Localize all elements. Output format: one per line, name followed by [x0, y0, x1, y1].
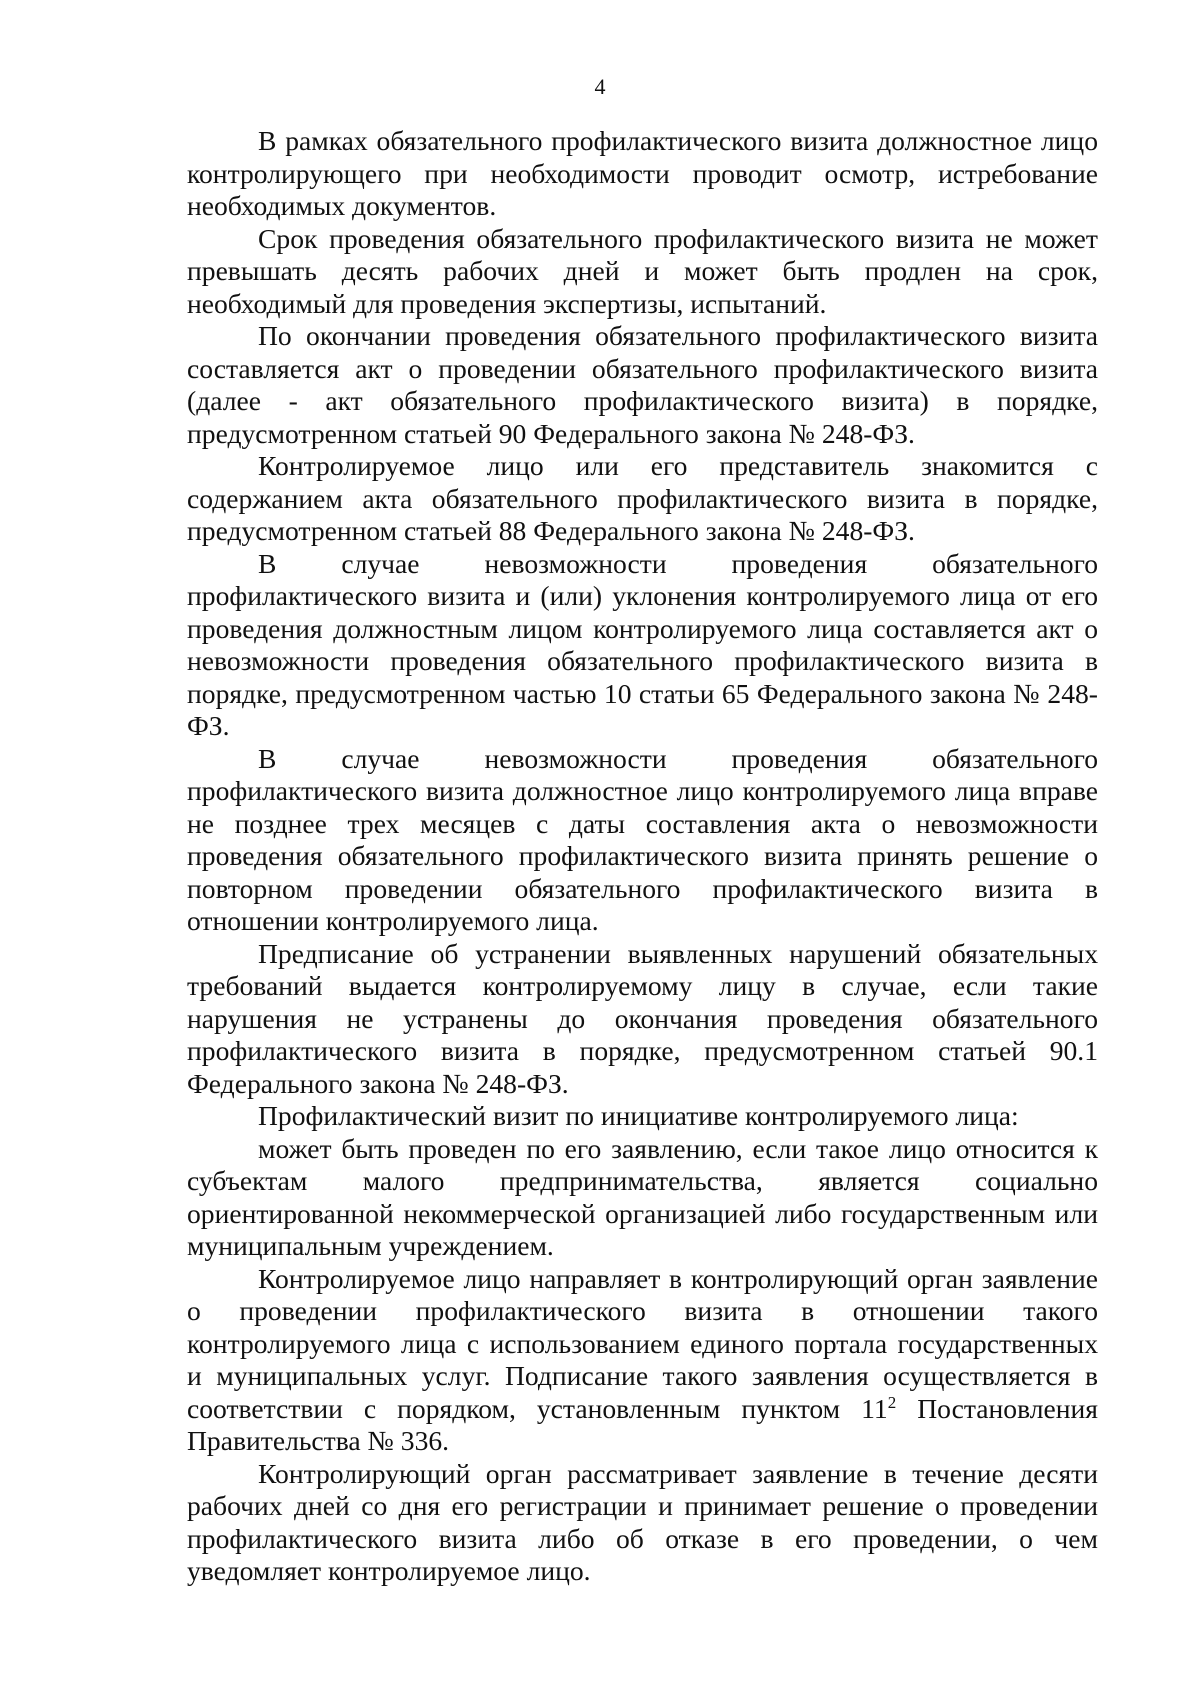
page-number: 4: [594, 74, 606, 99]
paragraph: В случае невозможности проведения обязательного профилактического визита должностное лицо контролируемого лица вправе не позднее трех месяцев с даты составления акта о невозможности проведения обязательного профилактического визита принять решение о повторном проведении обязательного профилактического визита в отношении контролируемого лица.: [187, 742, 1098, 936]
paragraph: Профилактический визит по инициативе контролируемого лица:: [258, 1100, 1019, 1131]
paragraph: Срок проведения обязательного профилактического визита не может превышать десять рабочих дней и может быть продлен на срок, необходимый для проведения экспертизы, испытаний.: [187, 222, 1098, 319]
paragraph-text: Контролируемое лицо направляет в контролирующий орган заявление о проведении профилактического визита в отношении такого контролируемого лица с использованием единого портала государственных и муниципальных услуг. Подписание такого заявления осуществляется в соответствии с порядком, установленным пунктом 11: [187, 1262, 1098, 1424]
paragraph: Контролирующий орган рассматривает заявление в течение десяти рабочих дней со дня его регистрации и принимает решение о проведении профилактического визита либо об отказе в его проведении, о чем уведомляет контролируемое лицо.: [187, 1457, 1098, 1586]
paragraph-with-footnote: [187, 1263, 1098, 1458]
paragraph-text: Постановления Правительства № 336.: [187, 1392, 1098, 1456]
paragraph: В случае невозможности проведения обязательного профилактического визита и (или) уклонения контролируемого лица от его проведения должностным лицом контролируемого лица составляется акт о невозможности проведения обязательного профилактического визита в порядке, предусмотренном частью 10 статьи 65 Федерального закона № 248-ФЗ.: [187, 547, 1098, 741]
document-body: [187, 125, 1098, 1588]
paragraph: В рамках обязательного профилактического визита должностное лицо контролирующего при необходимости проводит осмотр, истребование необходимых документов.: [187, 125, 1098, 221]
paragraph: Контролируемое лицо или его представитель знакомится с содержанием акта обязательного профилактического визита в порядке, предусмотренном статьей 88 Федерального закона № 248-ФЗ.: [187, 450, 1098, 546]
paragraph: может быть проведен по его заявлению, если такое лицо относится к субъектам малого предпринимательства, является социально ориентированной некоммерческой организацией либо государственным или муниципальным учреждением.: [187, 1132, 1098, 1261]
paragraph: По окончании проведения обязательного профилактического визита составляется акт о проведении обязательного профилактического визита (далее - акт обязательного профилактического визита) в порядке, предусмотренном статьей 90 Федерального закона № 248-ФЗ.: [187, 320, 1098, 449]
superscript-marker: 2: [887, 1392, 897, 1412]
paragraph: Предписание об устранении выявленных нарушений обязательных требований выдается контролируемому лицу в случае, если такие нарушения не устранены до окончания проведения обязательного профилактического визита в порядке, предусмотренном статьей 90.1 Федерального закона № 248-ФЗ.: [187, 937, 1098, 1099]
